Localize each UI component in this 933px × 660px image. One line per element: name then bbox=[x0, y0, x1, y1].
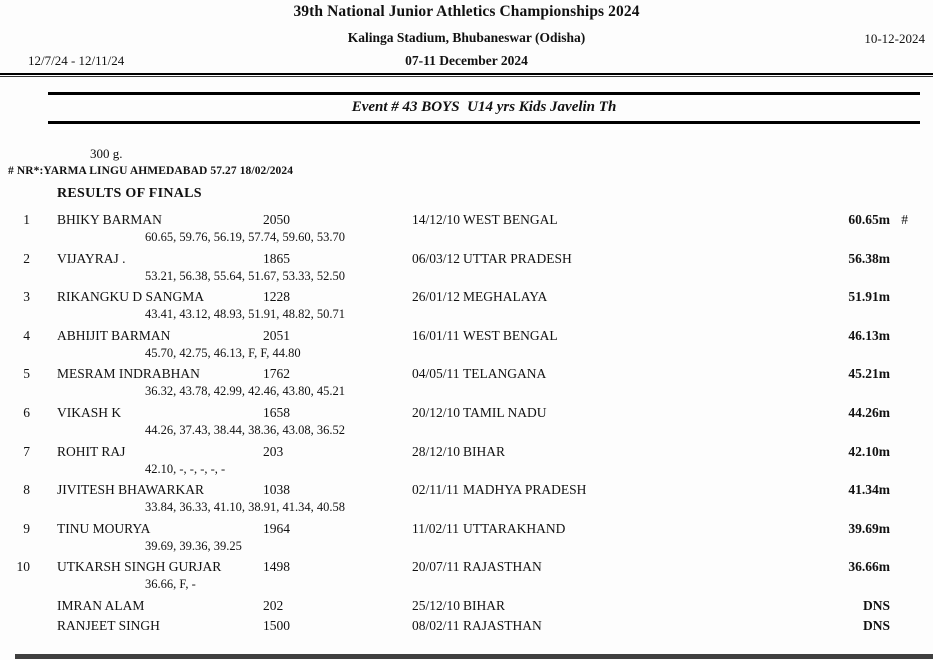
athlete-name: TINU MOURYA bbox=[57, 520, 151, 536]
birth-date: 11/02/11 bbox=[412, 520, 459, 536]
birth-date: 02/11/11 bbox=[412, 482, 459, 498]
table-row bbox=[0, 288, 933, 327]
birth-date: 26/01/12 bbox=[412, 289, 461, 305]
record-note: # bbox=[901, 212, 908, 227]
table-row bbox=[0, 558, 933, 597]
page-title: 39th National Junior Athletics Championships 2024 bbox=[293, 3, 640, 20]
birth-date: 06/03/12 bbox=[412, 250, 461, 266]
date-range-long: 07-11 December 2024 bbox=[405, 53, 528, 68]
table-row bbox=[0, 250, 933, 289]
result-mark: 44.26m bbox=[848, 404, 890, 420]
result-mark: 36.66m bbox=[848, 559, 890, 575]
table-row bbox=[0, 520, 933, 559]
result-mark: 51.91m bbox=[848, 289, 890, 305]
state-name: BIHAR bbox=[463, 443, 506, 459]
bib-number: 2050 bbox=[263, 212, 290, 227]
bib-number: 1038 bbox=[263, 482, 290, 498]
results-table bbox=[0, 211, 933, 637]
bib-number: 1865 bbox=[263, 250, 290, 266]
birth-date: 25/12/10 bbox=[412, 597, 461, 613]
attempt-series: 42.10, -, -, -, -, - bbox=[145, 461, 226, 476]
birth-date: 20/12/10 bbox=[412, 404, 461, 420]
birth-date: 14/12/10 bbox=[412, 212, 461, 227]
rank-cell: 7 bbox=[23, 443, 30, 459]
national-record-line: # NR*:YARMA LINGU AHMEDABAD 57.27 18/02/2024 bbox=[8, 165, 294, 177]
bib-number: 203 bbox=[263, 443, 284, 459]
table-row-dns bbox=[0, 597, 933, 617]
table-row bbox=[0, 404, 933, 443]
rank-cell: 5 bbox=[23, 366, 30, 382]
attempt-series: 44.26, 37.43, 38.44, 38.36, 43.08, 36.52 bbox=[145, 422, 345, 437]
section-title: RESULTS OF FINALS bbox=[57, 186, 202, 201]
result-mark: DNS bbox=[862, 597, 890, 613]
rank-cell: 1 bbox=[23, 212, 30, 227]
result-mark: DNS bbox=[862, 617, 890, 633]
state-name: UTTAR PRADESH bbox=[463, 250, 572, 266]
state-name: MADHYA PRADESH bbox=[463, 482, 587, 498]
print-date: 10-12-2024 bbox=[864, 31, 925, 46]
rank-cell: 10 bbox=[16, 559, 30, 575]
athlete-name: VIKASH K bbox=[57, 404, 122, 420]
table-row bbox=[0, 365, 933, 404]
table-row bbox=[0, 481, 933, 520]
bib-number: 202 bbox=[263, 597, 284, 613]
bib-number: 1658 bbox=[263, 404, 290, 420]
rank-cell: 9 bbox=[23, 520, 30, 536]
attempt-series: 60.65, 59.76, 56.19, 57.74, 59.60, 53.70 bbox=[145, 230, 345, 244]
table-row bbox=[0, 327, 933, 366]
birth-date: 16/01/11 bbox=[412, 327, 460, 343]
attempt-series: 36.66, F, - bbox=[145, 577, 196, 592]
athlete-name: JIVITESH BHAWARKAR bbox=[57, 482, 205, 498]
athlete-name: ABHIJIT BARMAN bbox=[57, 327, 171, 343]
birth-date: 08/02/11 bbox=[412, 617, 460, 633]
athlete-name: RANJEET SINGH bbox=[57, 617, 160, 633]
state-name: MEGHALAYA bbox=[463, 289, 548, 305]
state-name: TELANGANA bbox=[463, 366, 547, 382]
event-banner: Event # 43 BOYS U14 yrs Kids Javelin Th bbox=[48, 92, 920, 124]
birth-date: 04/05/11 bbox=[412, 366, 460, 382]
result-mark: 56.38m bbox=[848, 250, 890, 266]
bib-number: 2051 bbox=[263, 327, 290, 343]
state-name: BIHAR bbox=[463, 597, 506, 613]
table-row-dns bbox=[0, 617, 933, 637]
header-divider bbox=[0, 73, 933, 77]
bib-number: 1500 bbox=[263, 617, 290, 633]
bib-number: 1228 bbox=[263, 289, 290, 305]
table-row bbox=[0, 443, 933, 482]
athlete-name: ROHIT RAJ bbox=[57, 443, 126, 459]
rank-cell: 4 bbox=[23, 327, 30, 343]
attempt-series: 43.41, 43.12, 48.93, 51.91, 48.82, 50.71 bbox=[145, 307, 345, 322]
result-mark: 41.34m bbox=[848, 482, 890, 498]
rank-cell: 6 bbox=[23, 404, 30, 420]
athlete-name: BHIKY BARMAN bbox=[57, 212, 162, 227]
date-range-short: 12/7/24 - 12/11/24 bbox=[28, 53, 125, 68]
page-bottom-edge bbox=[15, 654, 933, 659]
attempt-series: 53.21, 56.38, 55.64, 51.67, 53.33, 52.50 bbox=[145, 268, 345, 283]
table-row bbox=[0, 211, 933, 250]
result-mark: 39.69m bbox=[848, 520, 890, 536]
attempt-series: 36.32, 43.78, 42.99, 42.46, 43.80, 45.21 bbox=[145, 384, 345, 399]
result-mark: 60.65m bbox=[848, 212, 890, 227]
attempt-series: 39.69, 39.36, 39.25 bbox=[145, 538, 242, 553]
athlete-name: IMRAN ALAM bbox=[57, 597, 145, 613]
result-mark: 45.21m bbox=[848, 366, 890, 382]
athlete-name: VIJAYRAJ . bbox=[57, 250, 126, 266]
state-name: UTTARAKHAND bbox=[463, 520, 566, 536]
bib-number: 1498 bbox=[263, 559, 290, 575]
birth-date: 20/07/11 bbox=[412, 559, 460, 575]
state-name: RAJASTHAN bbox=[463, 559, 542, 575]
bib-number: 1964 bbox=[263, 520, 290, 536]
state-name: WEST BENGAL bbox=[463, 327, 558, 343]
venue-line: Kalinga Stadium, Bhubaneswar (Odisha) bbox=[347, 30, 586, 45]
athlete-name: MESRAM INDRABHAN bbox=[57, 366, 200, 382]
rank-cell: 3 bbox=[23, 289, 30, 305]
birth-date: 28/12/10 bbox=[412, 443, 461, 459]
rank-cell: 2 bbox=[23, 250, 30, 266]
attempt-series: 45.70, 42.75, 46.13, F, F, 44.80 bbox=[145, 345, 301, 360]
athlete-name: RIKANGKU D SANGMA bbox=[57, 289, 205, 305]
athlete-name: UTKARSH SINGH GURJAR bbox=[57, 559, 222, 575]
state-name: TAMIL NADU bbox=[463, 404, 547, 420]
result-mark: 42.10m bbox=[848, 443, 890, 459]
state-name: WEST BENGAL bbox=[463, 212, 558, 227]
implement-weight: 300 g. bbox=[90, 146, 123, 161]
state-name: RAJASTHAN bbox=[463, 617, 542, 633]
rank-cell: 8 bbox=[23, 482, 30, 498]
bib-number: 1762 bbox=[263, 366, 290, 382]
attempt-series: 33.84, 36.33, 41.10, 38.91, 41.34, 40.58 bbox=[145, 500, 345, 515]
result-mark: 46.13m bbox=[848, 327, 890, 343]
